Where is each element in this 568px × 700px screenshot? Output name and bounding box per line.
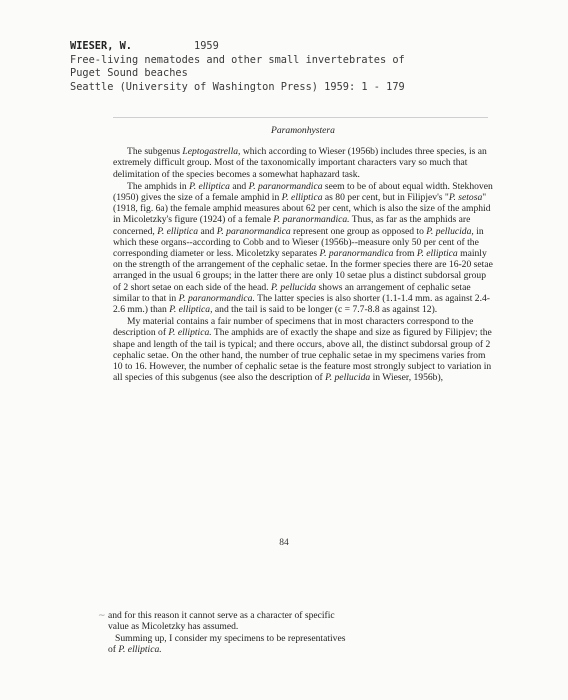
header-rule — [113, 117, 488, 118]
text-run: The amphids in — [127, 180, 190, 192]
citation-title-line-2: Puget Sound beaches — [70, 67, 188, 79]
citation-title-line-1: Free-living nematodes and other small invertebrates of — [70, 53, 405, 66]
species-name: P. elliptica — [157, 225, 199, 237]
text-run: in Wieser, 1956b), — [370, 372, 444, 384]
species-name: P. paranormandica. — [273, 214, 350, 226]
species-name: P. elliptica. — [168, 327, 212, 339]
text-run: and — [198, 225, 217, 237]
citation-author: WIESER, W. — [70, 40, 132, 52]
continuation-text — [108, 610, 508, 656]
species-name: P. paranormandica. — [178, 292, 255, 304]
species-name: Leptogastrella, — [182, 146, 241, 158]
text-run: The amphids are of exactly the shape and size as figured by Filipjev; the shape and length of the tail is typical; and there occurs, above all, the distinct subdorsal group of 2 cephalic setae. On the other hand, the number of true cephalic setae in my specimens varies from 10 to 16. However, the number of cephalic setae is the feature most strongly subject to variation in all species of this subgenus (see also the description of — [113, 327, 492, 384]
text-run: and the tail is said to be longer (c = 7.7-8.8 as against 12). — [212, 304, 438, 316]
species-name: P. elliptica — [281, 192, 323, 204]
text-run: The latter species is also shorter (1.1-1.4 mm. as against 2.4-2.6 mm.) than — [113, 292, 490, 316]
article-body — [113, 125, 493, 384]
species-name: P. setosa — [448, 192, 483, 204]
species-name: P. pellucida, — [426, 225, 474, 237]
species-name: P. paranormandica — [248, 180, 323, 192]
citation-publisher-line: Seattle (University of Washington Press) 1959: 1 - 179 — [70, 80, 405, 93]
pencil-mark: ~ — [98, 611, 106, 621]
paragraph-2 — [113, 181, 493, 315]
species-name: P. pellucida — [270, 281, 317, 293]
paragraph-1 — [113, 146, 493, 180]
continuation-line-3-text: Summing up, I consider my specimens to be representatives — [115, 632, 346, 644]
continuation-line-3 — [108, 633, 508, 644]
text-run: My material contains a fair number of specimens that in most characters correspond to the description of — [113, 316, 474, 339]
text-run: shows an arrangement of cephalic setae similar to that in — [113, 281, 471, 304]
species-name: P. pellucida — [325, 372, 371, 384]
continuation-line-1: and for this reason it cannot serve as a character of specific — [108, 610, 335, 621]
continuation-line-4-species: P. elliptica. — [118, 644, 162, 656]
continuation-line-4 — [108, 644, 508, 655]
text-run: which according to Wieser (1956b) includes three species, is an extremely difficult group. Most of the taxonomically important characters vary so much that delimitation of the species becomes a somewhat haphazard task. — [113, 146, 487, 180]
species-name: P. elliptica — [416, 248, 458, 260]
text-run: " (1918, fig. 6a) the female amphid measures about 62 per cent, which is also the size of the amphid in Micoletzky's figure (1924) of a female — [113, 192, 491, 226]
species-name: P. elliptica — [189, 180, 230, 192]
continuation-line-2: value as Micoletzky has assumed. — [108, 621, 239, 633]
text-run: The subgenus — [127, 146, 183, 158]
text-run: as 80 per cent, but in Filipjev's " — [322, 192, 449, 204]
citation-header-line — [70, 40, 550, 54]
citation-block — [70, 40, 550, 94]
continuation-line-4-prefix: of — [108, 644, 119, 656]
paragraph-3 — [113, 316, 493, 383]
species-name: P. elliptica, — [169, 304, 213, 316]
text-run: in which these organs--according to Cobb and to Wieser (1956b)--measure only 50 per cent of the corresponding diameter or less. Micoletzky separates — [113, 225, 484, 260]
text-run: from — [393, 248, 417, 260]
page-number: 84 — [279, 538, 289, 548]
text-run: represent one group as opposed to — [290, 225, 427, 237]
species-name: P. paranormandica — [216, 225, 291, 237]
text-run: and — [229, 180, 249, 192]
citation-year: 1959 — [194, 40, 219, 52]
text-run: Thus, as far as the amphids are concerned, — [113, 214, 471, 237]
species-name: P. paranormandica — [319, 248, 394, 260]
section-title: Paramonhystera — [271, 125, 335, 136]
text-run: seem to be of about equal width. Stekhoven (1950) gives the size of a female amphid in — [113, 180, 493, 204]
text-run: mainly on the strength of the arrangement of the cephalic setae. In the former species there are 16-20 setae arranged in the usual 6 groups; in the latter there are only 10 setae plus a distinct subdorsal group of 2 short setae on each side of the head. — [113, 248, 493, 293]
